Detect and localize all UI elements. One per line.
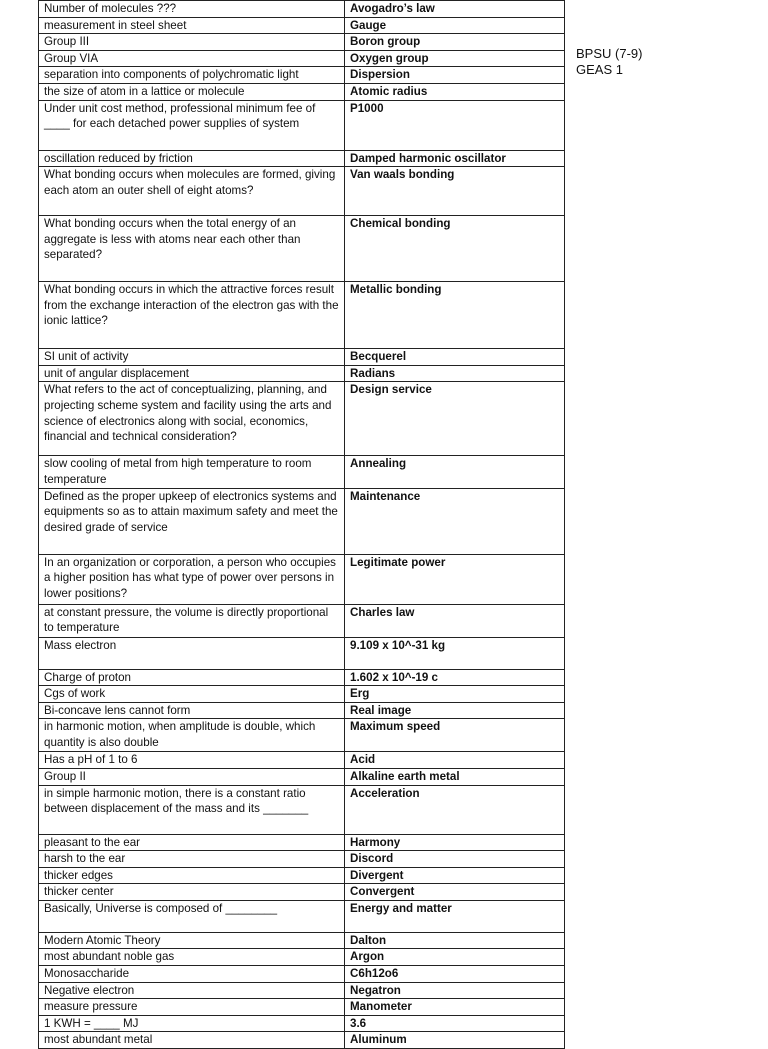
table-row (39, 50, 565, 67)
answer-cell: Legitimate power (345, 554, 565, 604)
table-row (39, 167, 565, 216)
answer-cell: Damped harmonic oscillator (345, 150, 565, 167)
table-row (39, 669, 565, 686)
question-cell: Under unit cost method, professional minimum fee of ____ for each detached power supplies of system (39, 100, 345, 150)
question-cell: What bonding occurs when the total energy of an aggregate is less with atoms near each other than separated? (39, 216, 345, 282)
question-cell: Mass electron (39, 637, 345, 669)
question-cell: at constant pressure, the volume is directly proportional to temperature (39, 604, 345, 637)
answer-cell: Divergent (345, 867, 565, 884)
qa-table (38, 0, 565, 1049)
question-cell: 1 KWH = ____ MJ (39, 1015, 345, 1032)
table-row (39, 382, 565, 456)
question-cell: Cgs of work (39, 686, 345, 703)
table-row (39, 851, 565, 868)
question-cell: in simple harmonic motion, there is a constant ratio between displacement of the mass and its _______ (39, 785, 345, 834)
table-row (39, 768, 565, 785)
answer-cell: Negatron (345, 982, 565, 999)
question-cell: the size of atom in a lattice or molecule (39, 83, 345, 100)
answer-cell: Real image (345, 702, 565, 719)
answer-cell: Gauge (345, 17, 565, 34)
question-cell: Basically, Universe is composed of ________ (39, 900, 345, 932)
answer-cell: Boron group (345, 34, 565, 51)
answer-cell: Avogadro’s law (345, 1, 565, 18)
answer-cell: 9.109 x 10^-31 kg (345, 637, 565, 669)
table-row (39, 686, 565, 703)
question-cell: Negative electron (39, 982, 345, 999)
table-row (39, 702, 565, 719)
answer-cell: Erg (345, 686, 565, 703)
answer-cell: Charles law (345, 604, 565, 637)
question-cell: Monosaccharide (39, 966, 345, 983)
question-cell: Group II (39, 768, 345, 785)
answer-cell: Annealing (345, 456, 565, 488)
answer-cell: Energy and matter (345, 900, 565, 932)
question-cell: What bonding occurs in which the attractive forces result from the exchange interaction of the electron gas with the ionic lattice? (39, 282, 345, 349)
answer-cell: Harmony (345, 834, 565, 851)
question-cell: In an organization or corporation, a person who occupies a higher position has what type of power over persons in lower positions? (39, 554, 345, 604)
table-row (39, 216, 565, 282)
answer-cell: Discord (345, 851, 565, 868)
question-cell: measure pressure (39, 999, 345, 1016)
question-cell: Number of molecules ??? (39, 1, 345, 18)
question-cell: harsh to the ear (39, 851, 345, 868)
answer-cell: Argon (345, 949, 565, 966)
table-row (39, 67, 565, 84)
answer-cell: P1000 (345, 100, 565, 150)
header-note (576, 46, 642, 78)
question-cell: most abundant noble gas (39, 949, 345, 966)
question-cell: slow cooling of metal from high temperature to room temperature (39, 456, 345, 488)
question-cell: Bi-concave lens cannot form (39, 702, 345, 719)
answer-cell: Manometer (345, 999, 565, 1016)
table-row (39, 34, 565, 51)
table-row (39, 17, 565, 34)
answer-cell: Design service (345, 382, 565, 456)
table-row (39, 982, 565, 999)
question-cell: Has a pH of 1 to 6 (39, 752, 345, 769)
question-cell: Group III (39, 34, 345, 51)
answer-cell: Becquerel (345, 349, 565, 366)
table-row (39, 867, 565, 884)
question-cell: pleasant to the ear (39, 834, 345, 851)
answer-cell: Maximum speed (345, 719, 565, 752)
table-row (39, 999, 565, 1016)
question-cell: thicker center (39, 884, 345, 901)
table-row (39, 637, 565, 669)
table-row (39, 785, 565, 834)
question-cell: unit of angular displacement (39, 365, 345, 382)
table-row (39, 604, 565, 637)
qa-table-body (39, 1, 565, 1049)
answer-cell: C6h12o6 (345, 966, 565, 983)
answer-cell: Chemical bonding (345, 216, 565, 282)
header-note-line: GEAS 1 (576, 62, 623, 77)
table-row (39, 456, 565, 488)
answer-cell: Aluminum (345, 1032, 565, 1049)
answer-cell: Van waals bonding (345, 167, 565, 216)
table-row (39, 884, 565, 901)
table-row (39, 752, 565, 769)
question-cell: Group VIA (39, 50, 345, 67)
question-cell: thicker edges (39, 867, 345, 884)
answer-cell: Dispersion (345, 67, 565, 84)
table-row (39, 949, 565, 966)
question-cell: Modern Atomic Theory (39, 932, 345, 949)
answer-cell: Convergent (345, 884, 565, 901)
question-cell: Defined as the proper upkeep of electronics systems and equipments so as to attain maximum safety and meet the desired grade of service (39, 488, 345, 554)
table-row (39, 488, 565, 554)
answer-cell: Metallic bonding (345, 282, 565, 349)
answer-cell: Alkaline earth metal (345, 768, 565, 785)
header-note-line: BPSU (7-9) (576, 46, 643, 61)
table-row (39, 966, 565, 983)
question-cell: What refers to the act of conceptualizing, planning, and projecting scheme system and facility using the arts and science of electronics along with social, economics, financial and technical consideration? (39, 382, 345, 456)
table-row (39, 834, 565, 851)
question-cell: SI unit of activity (39, 349, 345, 366)
question-cell: separation into components of polychromatic light (39, 67, 345, 84)
question-cell: Charge of proton (39, 669, 345, 686)
question-cell: in harmonic motion, when amplitude is double, which quantity is also double (39, 719, 345, 752)
table-row (39, 900, 565, 932)
answer-cell: Radians (345, 365, 565, 382)
table-row (39, 349, 565, 366)
question-cell: most abundant metal (39, 1032, 345, 1049)
table-row (39, 100, 565, 150)
table-row (39, 282, 565, 349)
table-row (39, 932, 565, 949)
table-row (39, 554, 565, 604)
table-row (39, 365, 565, 382)
answer-cell: 3.6 (345, 1015, 565, 1032)
table-row (39, 1, 565, 18)
question-cell: measurement in steel sheet (39, 17, 345, 34)
table-row (39, 83, 565, 100)
table-row (39, 719, 565, 752)
question-cell: What bonding occurs when molecules are formed, giving each atom an outer shell of eight atoms? (39, 167, 345, 216)
answer-cell: Oxygen group (345, 50, 565, 67)
table-row (39, 150, 565, 167)
answer-cell: Acid (345, 752, 565, 769)
answer-cell: Maintenance (345, 488, 565, 554)
question-cell: oscillation reduced by friction (39, 150, 345, 167)
answer-cell: Atomic radius (345, 83, 565, 100)
answer-cell: Acceleration (345, 785, 565, 834)
table-row (39, 1032, 565, 1049)
answer-cell: 1.602 x 10^-19 c (345, 669, 565, 686)
answer-cell: Dalton (345, 932, 565, 949)
